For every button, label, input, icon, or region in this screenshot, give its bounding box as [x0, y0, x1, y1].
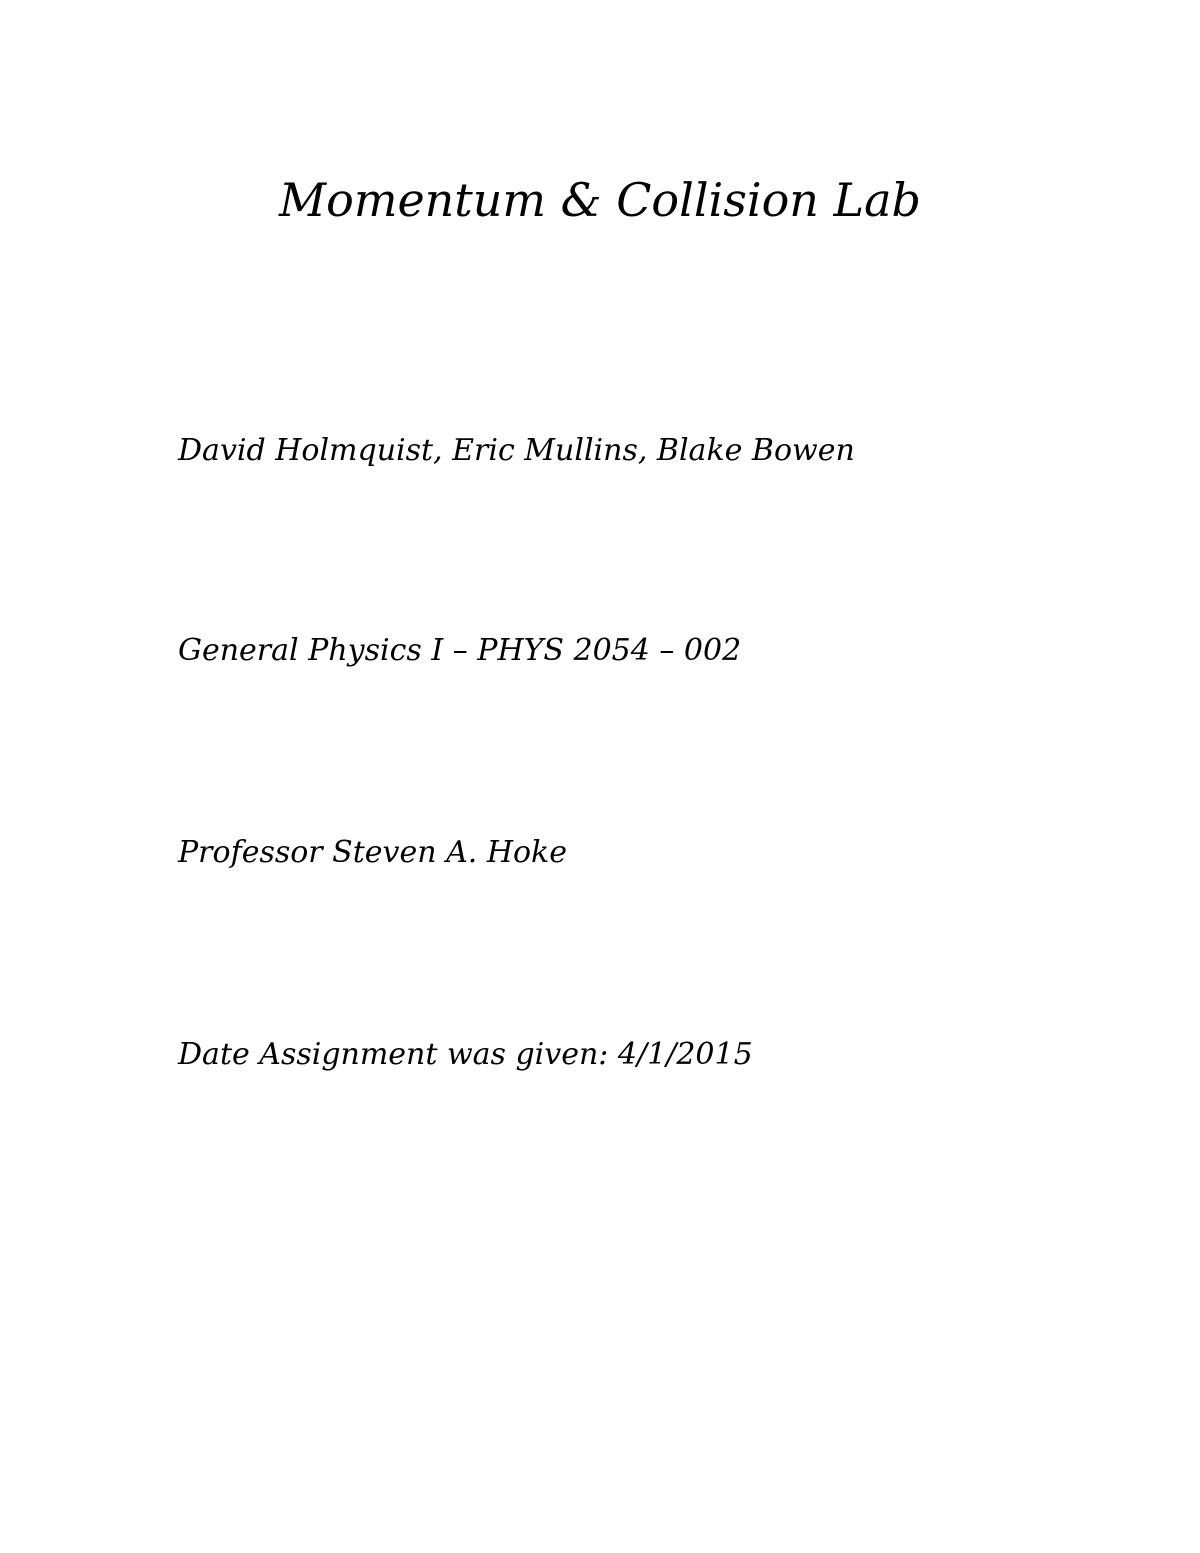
authors-line: David Holmquist, Eric Mullins, Blake Bowen	[178, 433, 855, 468]
professor-line: Professor Steven A. Hoke	[178, 835, 567, 870]
course-line: General Physics I – PHYS 2054 – 002	[178, 633, 742, 668]
assignment-date-line: Date Assignment was given: 4/1/2015	[178, 1037, 753, 1072]
document-title: Momentum & Collision Lab	[279, 173, 921, 227]
